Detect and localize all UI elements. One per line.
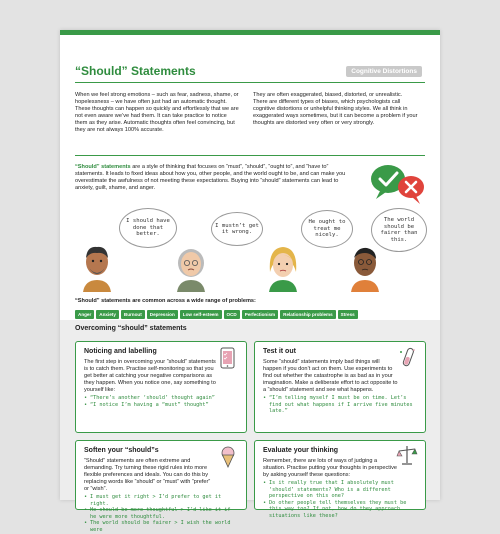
overcoming-heading: Overcoming “should” statements (75, 325, 187, 332)
card-title: Noticing and labelling (84, 348, 157, 355)
list-item: • He should be more thoughtful > I’d like it if he were more thoughtful. (84, 507, 238, 520)
scale-icon (395, 443, 419, 467)
category-badge: Cognitive Distortions (346, 66, 422, 77)
check-cross-bubbles-icon (370, 163, 426, 209)
tag-stress: Stress (338, 310, 358, 319)
card-evaluate-thinking (254, 440, 426, 519)
list-item: • Do other people tell themselves they must be this way too? If not, how do they approach situations like these? (263, 500, 417, 520)
tag-burnout: Burnout (121, 310, 145, 319)
card-test-it-out (254, 341, 426, 433)
list-item: • The world should be fairer > I wish the world were (84, 520, 238, 533)
card-title: Soften your “should”s (84, 447, 159, 454)
intro-right-paragraph: They are often exaggerated, biased, distorted, or unrealistic. There are different types of biases, which psychologists call cognitive distortions or unhelpful thinking styles. We all think in exaggerated ways sometimes, but it can become a problem if your thoughts are distorted very often or very strongly. (253, 92, 418, 126)
man-glasses-face-icon (345, 242, 385, 292)
definition-text: are a style of thinking that focuses on “must”, “should”, “ought to”, and “have to” statements. It leads to fixed ideas about how you, other people, and the world ought to be, and can make you overestimate the awfulness of not meeting these expectations. Buying into “should” statements can lead to anxiety, guilt, shame, and anger. (75, 164, 346, 191)
phone-checklist-icon (216, 346, 240, 370)
card-body: The first step in overcoming your “should” statements is to catch them. Practise self-monitoring so that you get better at catching your negative comparisons as they happen. When you notice one, say something to yourself like: (84, 359, 216, 393)
card-body: Some “should” statements imply bad things will happen if you don’t act on them. Use experiments to find out whether the catastrophe is as bad as in your imagination. Make a deliberate effort to act opposite to a “should” statement and see what happens. (263, 359, 398, 393)
test-tube-icon (395, 346, 419, 370)
list-item: • I must get it right > I’d prefer to get it right. (84, 494, 238, 507)
list-item: • “I’m telling myself I must be on time. Let’s find out what happens if I arrive five minutes late.” (263, 395, 417, 415)
older-woman-face-icon (171, 242, 211, 292)
tag-anger: Anger (75, 310, 94, 319)
thought-bubble-1: I should have done that better. (119, 208, 177, 248)
top-accent-bar (60, 30, 440, 35)
thought-bubble-3: He ought to treat me nicely. (301, 210, 353, 248)
tag-ocd: OCD (224, 310, 240, 319)
tag-anxiety: Anxiety (96, 310, 119, 319)
blonde-woman-face-icon (263, 242, 303, 292)
thought-bubble-4: The world should be fairer than this. (371, 208, 427, 252)
card-title: Evaluate your thinking (263, 447, 339, 454)
title-divider (75, 82, 425, 83)
list-item: • Is it really true that I absolutely must ‘should’ statements? Who is a different perspective on this one? (263, 480, 417, 500)
tag-depression: Depression (147, 310, 178, 319)
tag-perfectionism: Perfectionism (242, 310, 278, 319)
problem-tags (75, 310, 430, 319)
thinking-faces-illustration (75, 208, 425, 294)
card-title: Test it out (263, 348, 296, 355)
tag-relationship-problems: Relationship problems (280, 310, 336, 319)
man-bearded-face-icon (77, 242, 117, 292)
definition-term: “Should” statements (75, 164, 131, 170)
list-item: • “There’s another ‘should’ thought again” (84, 395, 238, 402)
definition-paragraph (75, 164, 347, 192)
intro-left-paragraph: When we feel strong emotions – such as fear, sadness, shame, or hopelessness – we have often just had an automatic thought. These thoughts can happen so quickly and effortlessly that we are not even aware we’ve had them. It can take practice to notice them as they arise. Automatic thoughts often feel convincing, but they are not always 100% accurate. (75, 92, 239, 133)
card-soften-shoulds (75, 440, 247, 533)
ice-cream-icon (216, 445, 240, 469)
common-problems-heading: “Should” statements are common across a wide range of problems: (75, 298, 256, 304)
worksheet-page (60, 30, 440, 533)
list-item: • “I notice I’m having a “must” thought” (84, 402, 238, 409)
card-body: “Should” statements are often extreme and demanding. Try turning these rigid rules into more flexible preferences and ideals. You can do this by replacing words like “should” or “must” with “prefer” or “wish”. (84, 458, 211, 492)
card-body: Remember, there are lots of ways of judging a situation. Practise putting your thoughts in perspective by asking yourself these questions: (263, 458, 398, 478)
thought-bubble-2: I mustn’t get it wrong. (211, 212, 263, 246)
tag-low-self-esteem: Low self-esteem (180, 310, 222, 319)
page-title: “Should” Statements (75, 64, 196, 78)
card-noticing-labelling (75, 341, 247, 433)
intro-divider (75, 155, 425, 156)
